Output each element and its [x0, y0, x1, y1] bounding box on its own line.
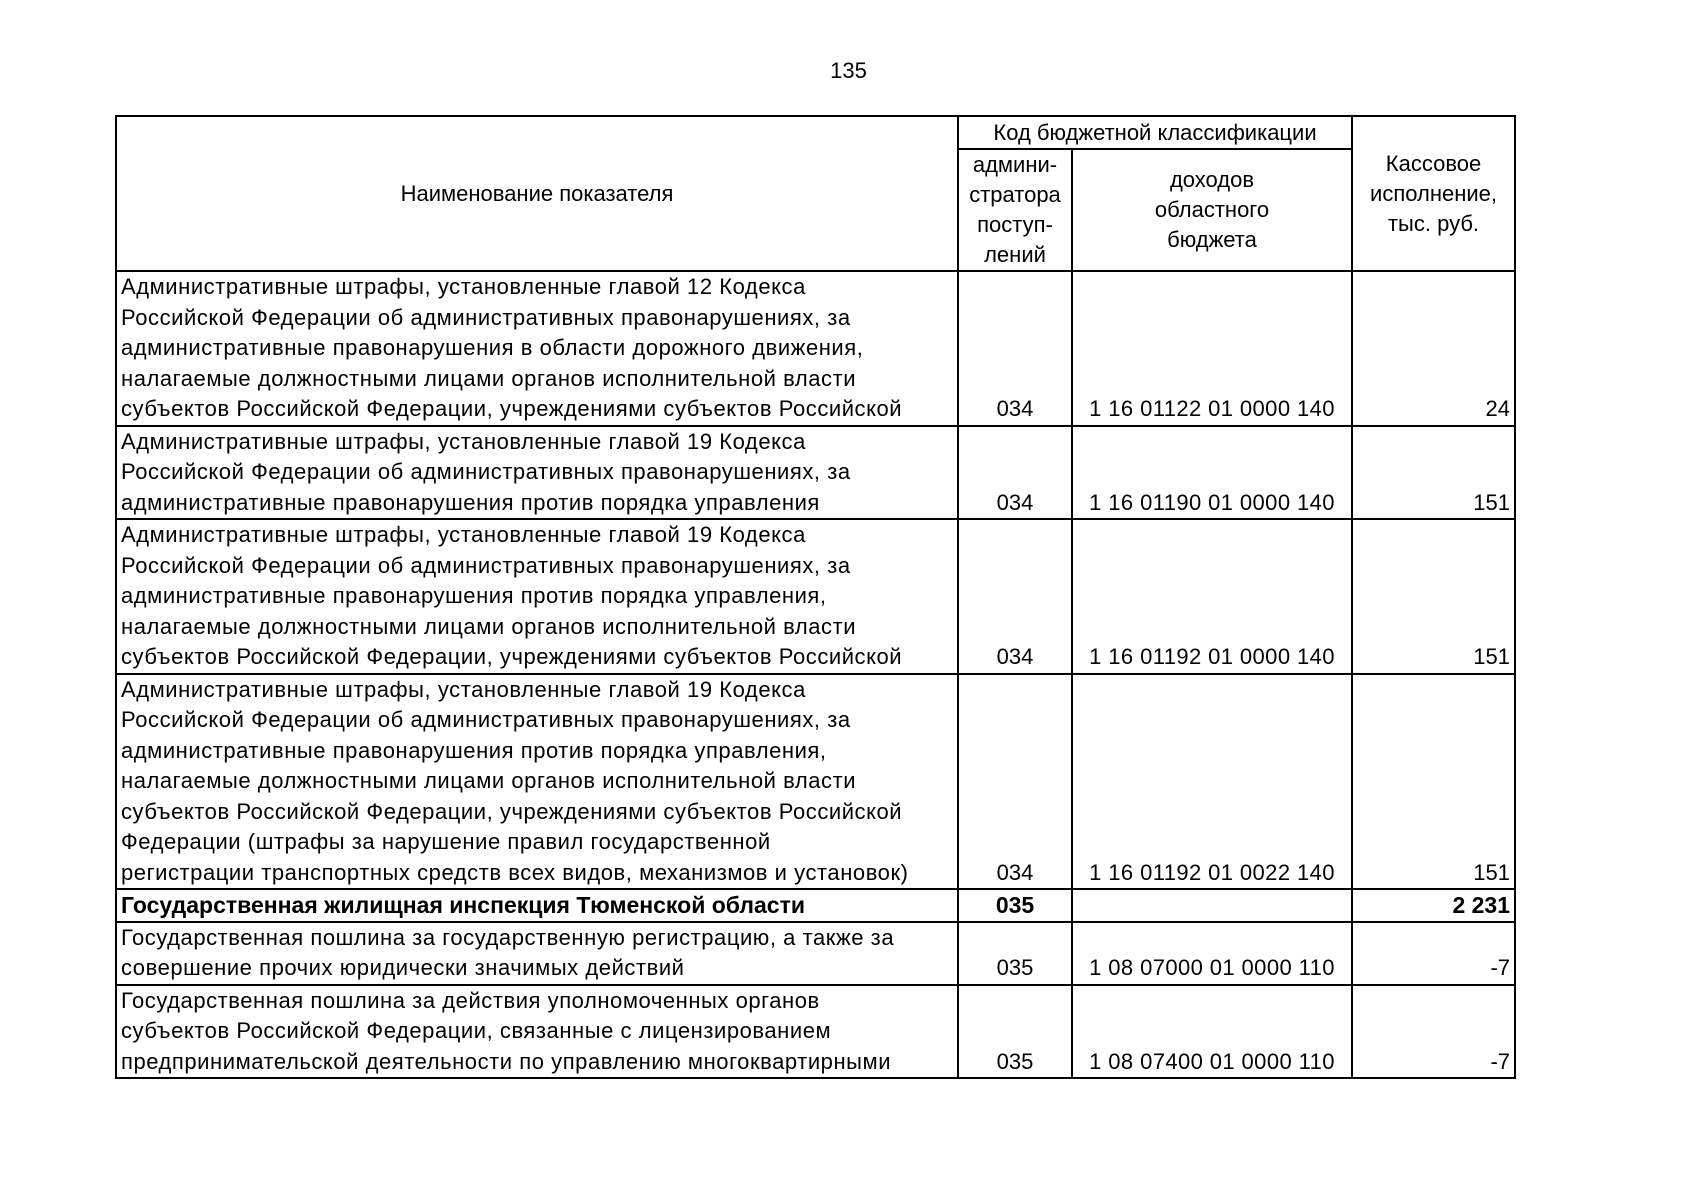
indicator-name-line: налагаемые должностными лицами органов исполнительной власти — [121, 613, 857, 639]
table-row — [116, 519, 1515, 674]
cash-execution-cell: -7 — [1352, 922, 1515, 985]
admin-code-cell: 034 — [958, 519, 1072, 674]
indicator-name-line: субъектов Российской Федерации, учреждениями субъектов Российской — [121, 798, 903, 824]
indicator-name-line: налагаемые должностными лицами органов исполнительной власти — [121, 768, 857, 793]
indicator-name-cell — [116, 922, 958, 985]
cash-execution-cell: 151 — [1352, 519, 1515, 674]
income-code-cell: 1 16 01192 01 0000 140 — [1072, 519, 1352, 674]
header-line: исполнение, — [1370, 180, 1497, 206]
cash-execution-cell: 2 231 — [1352, 889, 1515, 922]
table-row-section — [116, 889, 1515, 922]
table-row — [116, 426, 1515, 520]
indicator-name-line: административные правонарушения против порядка управления, — [121, 737, 827, 763]
income-code-cell: 1 08 07400 01 0000 110 — [1072, 985, 1352, 1079]
cash-execution-cell: 151 — [1352, 426, 1515, 520]
header-line: Кассовое — [1385, 150, 1482, 176]
indicator-name-line: Российской Федерации об административных правонарушениях, за — [121, 304, 851, 330]
table-body — [116, 271, 1515, 1078]
indicator-name-line: Государственная пошлина за действия уполномоченных органов — [121, 987, 820, 1013]
indicator-name-line: субъектов Российской Федерации, учреждениями субъектов Российской — [121, 644, 903, 669]
indicator-name-line: Государственная пошлина за государственную регистрацию, а также за — [121, 924, 895, 950]
indicator-name-line: Административные штрафы, установленные главой 19 Кодекса — [121, 676, 806, 702]
header-indicator-name: Наименование показателя — [116, 116, 958, 271]
header-line: админи- — [972, 152, 1058, 177]
indicator-name-cell — [116, 519, 958, 674]
indicator-name-line: регистрации транспортных средств всех видов, механизмов и установок) — [121, 859, 909, 885]
header-line: поступ- — [977, 212, 1053, 237]
admin-code-cell: 035 — [958, 985, 1072, 1079]
indicator-name-cell — [116, 985, 958, 1079]
header-line: стратора — [969, 182, 1061, 207]
indicator-name-line: административные правонарушения против порядка управления — [121, 489, 820, 515]
header-line: лений — [984, 242, 1046, 267]
indicator-name-line: субъектов Российской Федерации, связанные с лицензированием — [121, 1018, 832, 1043]
table-row — [116, 985, 1515, 1079]
indicator-name-line: предпринимательской деятельности по управлению многоквартирными — [121, 1048, 892, 1074]
indicator-name-line: Административные штрафы, установленные главой 12 Кодекса — [121, 274, 806, 299]
indicator-name-line: административные правонарушения против порядка управления, — [121, 583, 827, 608]
indicator-name-line: Административные штрафы, установленные главой 19 Кодекса — [121, 428, 806, 454]
indicator-name-cell — [116, 674, 958, 890]
income-code-cell: 1 16 01122 01 0000 140 — [1072, 271, 1352, 426]
indicator-name-line: субъектов Российской Федерации, учреждениями субъектов Российской — [121, 396, 903, 421]
header-admin-code — [958, 149, 1072, 271]
income-code-cell: 1 08 07000 01 0000 110 — [1072, 922, 1352, 985]
header-line: тыс. руб. — [1387, 210, 1480, 236]
header-cash-execution — [1352, 116, 1515, 271]
indicator-name-line: Российской Федерации об административных правонарушениях, за — [121, 707, 851, 732]
indicator-name-line: совершение прочих юридически значимых действий — [121, 955, 685, 980]
admin-code-cell: 034 — [958, 674, 1072, 890]
indicator-name-line: Российской Федерации об административных правонарушениях, за — [121, 459, 851, 484]
header-line: бюджета — [1167, 227, 1257, 252]
income-code-cell: 1 16 01190 01 0000 140 — [1072, 426, 1352, 520]
indicator-name-cell — [116, 889, 958, 922]
cash-execution-cell: 24 — [1352, 271, 1515, 426]
header-line: доходов — [1169, 167, 1255, 192]
header-kbk-group: Код бюджетной классификации — [958, 116, 1352, 149]
indicator-name-line: Федерации (штрафы за нарушение правил государственной — [121, 829, 771, 854]
indicator-name-line: Российской Федерации об административных правонарушениях, за — [121, 552, 851, 578]
table-row — [116, 271, 1515, 426]
indicator-name-line: Государственная жилищная инспекция Тюменской области — [121, 892, 806, 918]
budget-income-table — [115, 115, 1516, 1079]
cash-execution-cell: 151 — [1352, 674, 1515, 890]
indicator-name-line: административные правонарушения в области дорожного движения, — [121, 335, 864, 360]
indicator-name-cell — [116, 426, 958, 520]
indicator-name-cell — [116, 271, 958, 426]
admin-code-cell: 035 — [958, 922, 1072, 985]
income-code-cell: 1 16 01192 01 0022 140 — [1072, 674, 1352, 890]
table-row — [116, 922, 1515, 985]
indicator-name-line: Административные штрафы, установленные главой 19 Кодекса — [121, 522, 806, 547]
admin-code-cell: 034 — [958, 426, 1072, 520]
admin-code-cell: 035 — [958, 889, 1072, 922]
header-income-code — [1072, 149, 1352, 271]
page-number: 135 — [830, 58, 867, 83]
cash-execution-cell: -7 — [1352, 985, 1515, 1079]
indicator-name-line: налагаемые должностными лицами органов исполнительной власти — [121, 365, 857, 391]
income-code-cell — [1072, 889, 1352, 922]
header-line: областного — [1154, 197, 1270, 222]
table-row — [116, 674, 1515, 890]
admin-code-cell: 034 — [958, 271, 1072, 426]
